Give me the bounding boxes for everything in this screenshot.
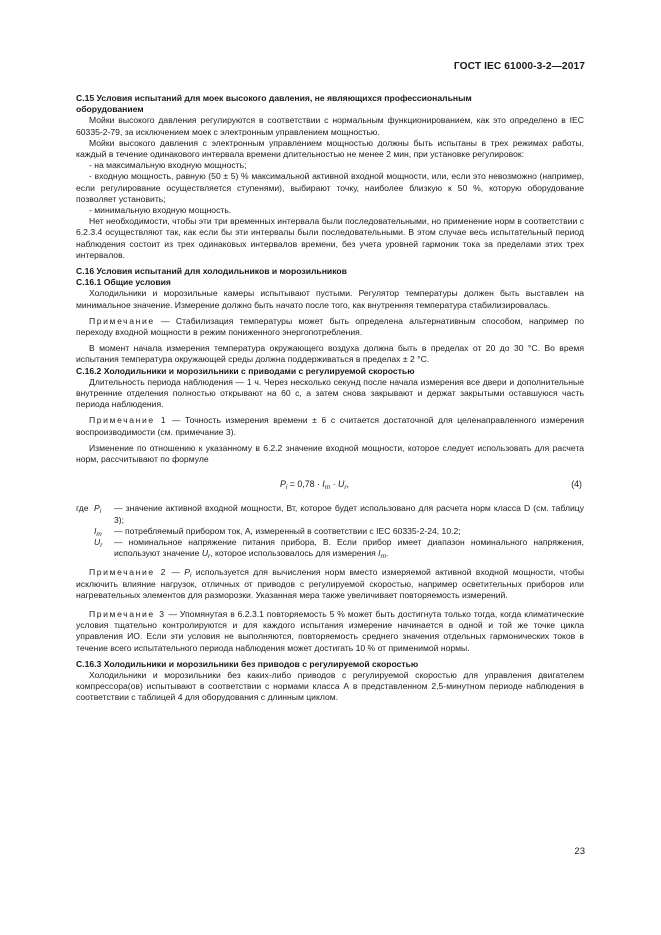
legend-symbol-im: $I_m$ <box>94 525 102 538</box>
c161-paragraph-2: В момент начала измерения температура окружающего воздуха должна быть в пределах от 20 до 30 °С. Во время испытания температура окружающей среды должна поддерживаться в пределах ± 2 °С. <box>76 343 584 365</box>
legend-desc-im: — потребляемый прибором ток, А, измеренный в соответствии с IEC 60335-2-24, 10.2; <box>114 525 461 536</box>
c162-paragraph-1: Длительность периода наблюдения — 1 ч. Через несколько секунд после начала измерения все двери и дополнительные внутренние отделения полностью открывают на 60 с, а затем снова закрывают и держат закрытыми оставшуюся часть периода наблюдения. <box>76 376 584 410</box>
legend-row-pi: где $P_i$ — значение активной входной мощности, Вт, которое будет использовано для расчета норм класса D (см. таблицу 3); <box>76 503 584 525</box>
note-text: — Стабилизация температуры может быть определена альтернативным способом, например по переходу входной мощности в режим пониженного энергопотребления. <box>76 315 584 338</box>
formula-4 <box>76 475 584 497</box>
c163-paragraph-1: Холодильники и морозильники без каких-либо приводов с регулируемой скоростью для управления двигателем компрессора(ов) испытывают в соответствии с нормами класса А в представленном 2,5-минутном периоде наблюдения в соответствии с таблицей 4 для оборудования с длинным циклом. <box>76 669 584 703</box>
page-content <box>76 93 584 704</box>
standard-header: ГОСТ IEC 61000-3-2—2017 <box>453 61 585 72</box>
c161-note <box>76 316 584 338</box>
c161-paragraph-1: Холодильники и морозильные камеры испытывают пустыми. Регулятор температуры должен быть выставлен на минимальное значение. Измерение должно быть начато после того, как внутренняя температура стабилизировалась. <box>76 288 584 310</box>
subsection-c163-title: С.16.3 Холодильники и морозильники без приводов с регулируемой скоростью <box>76 658 419 669</box>
note-3-label: Примечание 3 <box>89 608 166 619</box>
c162-paragraph-2: Изменение по отношению к указанному в 6.2.2 значение входной мощности, которое следует использовать для расчета норм, рассчитывают по формуле <box>76 442 584 465</box>
c15-paragraph-2: Мойки высокого давления с электронным управлением мощностью должны быть испытаны в трех режимах работы, каждый в течение одинакового интервала времени длительностью не менее 2 мин, при установке регулировок: <box>76 137 584 160</box>
formula-legend <box>76 503 584 559</box>
formula-number: (4) <box>571 479 582 490</box>
section-c15-title-line1: С.15 Условия испытаний для моек высокого давления, не являющихся профессиональным <box>76 93 472 103</box>
note-1-label: Примечание 1 <box>89 415 168 426</box>
legend-symbol-ur: $U_r$ <box>94 536 103 549</box>
legend-desc-pi: — значение активной входной мощности, Вт, которое будет использовано для расчета норм класса D (см. таблицу 3); <box>114 503 584 525</box>
c15-paragraph-3: Нет необходимости, чтобы эти три временных интервала были последовательными, но применение норм в соответствии с 6.2.3.4 осуществляют так, как если бы эти интервалы были последовательными. В этом случае весь испытательный период наблюдения состоит из трех одинаковых интервалов времени, без учета уровней гармоник тока за пределами этих трех интервалов. <box>76 216 584 260</box>
subsection-c162-title: С.16.2 Холодильники и морозильники с приводами с регулируемой скоростью <box>76 365 415 376</box>
note-label: Примечание <box>89 315 155 326</box>
c162-note-1 <box>76 415 584 437</box>
page-number: 23 <box>574 846 585 857</box>
note-1-text: — Точность измерения времени ± 6 с считается достаточной для целенаправленного измерения воспроизводимости (см. примечание 3). <box>76 415 584 437</box>
legend-row-ur <box>76 537 584 559</box>
c15-list-item-1: - на максимальную входную мощность; <box>89 160 247 171</box>
legend-symbol-pi: $P_i$ <box>94 503 102 516</box>
legend-row-im <box>76 526 584 537</box>
note-2-label: Примечание 2 <box>89 567 168 578</box>
c15-list-item-3: - минимальную входную мощность. <box>89 205 232 216</box>
c15-paragraph-1: Мойки высокого давления регулируются в соответствии с нормальным функционированием, как это определено в IEC 60335-2-79, за исключением моек с электронным управлением мощностью. <box>76 115 584 137</box>
note-3-text: — Упомянутая в 6.2.3.1 повторяемость 5 % может быть достигнута только тогда, когда климатические условия тщательно контролируются и для каждого испытания измерение начинается в одной и той же точке цикла управления ИО. Если эти условия не выполняются, повторяемость среднего значения отдельных гармонических токов в течение всего испытательного периода наблюдения может достигать 10 % от применимой нормы. <box>76 608 584 653</box>
section-c16-title: С.16 Условия испытаний для холодильников и морозильников <box>76 266 347 277</box>
subsection-c161-title: С.16.1 Общие условия <box>76 277 171 288</box>
c15-list-item-2: - входную мощность, равную (50 ± 5) % максимальной активной входной мощности, или, если это невозможно (например, если регулирование осуществляется ступенями), выбирают точку, наиболее близкую к 50 %, которую оборудование позволяет установить; <box>76 171 584 204</box>
section-c15-title-line2: оборудованием <box>76 104 144 115</box>
legend-desc-ur: — номинальное напряжение питания прибора, В. Если прибор имеет диапазон номинального напряжения, используют значение $U_r$, которое использовалось для измерения $I_m$. <box>114 536 584 561</box>
formula-expression: $P_i = 0,78 \cdot I_m \cdot U_r$, <box>280 479 349 492</box>
c162-note-2: Примечание 2 — $P_i$ используется для вычисления норм вместо измеряемой активной входной мощности, чтобы исключить влияние нагрузок, отличных от приводов с регулируемой скоростью, например осветительных приборов или нагревательных элементов для разморозки. Указанная мера также увеличивает повторяемость измерений. <box>76 567 584 600</box>
c162-note-3 <box>76 609 584 654</box>
